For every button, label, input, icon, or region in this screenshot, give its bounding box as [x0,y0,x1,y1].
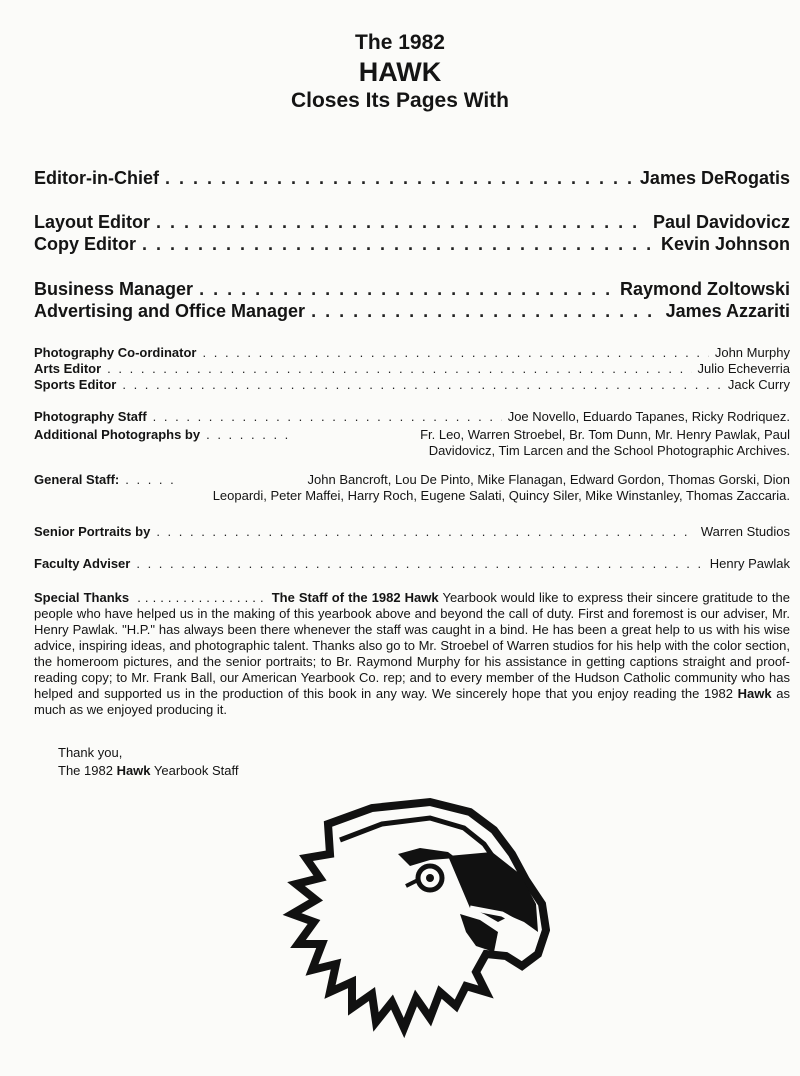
special-thanks-closing: as much as we enjoyed producing it. [34,686,790,717]
staff-role: Arts Editor [34,361,102,376]
leader-dots [142,234,655,255]
signoff-post: Yearbook Staff [153,763,239,778]
staff-row-editor-in-chief [34,168,790,189]
title-year: The 1982 [355,31,445,54]
staff-row-business-manager [34,279,790,300]
hawk-head-icon [280,796,550,1046]
leader-dots [107,361,691,376]
title-subtitle: Closes Its Pages With [290,89,510,112]
staff-name: Joe Novello, Eduardo Tapanes, Ricky Rodriquez. [507,409,790,424]
leader-dots [206,427,296,442]
staff-row-faculty-adviser [34,556,790,571]
signoff-line2 [58,762,239,780]
staff-role: Additional Photographs by [34,427,201,442]
staff-role: Sports Editor [34,377,117,392]
staff-name: John Bancroft, Lou De Pinto, Mike Flanagan, Edward Gordon, Thomas Gorski, Dion [307,472,790,487]
leader-dots [156,524,695,539]
staff-row-copy-editor [34,234,790,255]
special-thanks-lead: The Staff of the 1982 Hawk [271,590,439,605]
leader-dots [136,556,703,571]
special-thanks-text: Yearbook would like to express their sincere gratitude to the people who have helped us in the making of this yearbook above and beyond the call of duty. First and foremost is our adviser, Mr. Henry Pawlak. "H.P." has always been there whenever the staff was caught in a bind. He has been a great help to us with his wise advice, inspiring ideas, and photographic talent. Thanks also go to Mr. Stroebel of Warren studios for his help with the color section, the homeroom pictures, and the senior portraits; to Br. Raymond Murphy for his assistance in getting captions straight and proof-reading copy; to Mr. Frank Ball, our American Yearbook Co. rep; and to every member of the Hudson Catholic community who has helped and supported us in the production of this book in any way. We sincerely hope that you enjoy reading the 1982 [34,590,790,701]
leader-dots [153,409,502,424]
staff-role: Advertising and Office Manager [34,301,306,321]
staff-name: James DeRogatis [639,168,790,188]
staff-name: Henry Pawlak [709,556,790,571]
special-thanks-label: Special Thanks [34,590,130,605]
staff-name: Jack Curry [727,377,790,392]
staff-row-senior-portraits [34,524,790,539]
staff-name: Raymond Zoltowski [619,279,790,299]
staff-name: James Azzariti [665,301,790,321]
additional-photos-line2: Davidovicz, Tim Larcen and the School Photographic Archives. [428,443,790,458]
staff-name: Warren Studios [700,524,790,539]
signoff-line1: Thank you, [58,745,123,760]
staff-row-additional-photos [34,427,790,442]
staff-role: Layout Editor [34,212,150,232]
staff-role: Senior Portraits by [34,524,151,539]
staff-role: Editor-in-Chief [34,168,159,188]
staff-row-photography-coordinator [34,345,790,360]
leader-dots [156,212,647,233]
staff-name: Fr. Leo, Warren Stroebel, Br. Tom Dunn, Mr. Henry Pawlak, Paul [420,427,790,442]
leader-dots [122,377,722,392]
title-hawk: HAWK [358,57,442,87]
leader-dots [199,279,614,300]
staff-name: Julio Echeverria [697,361,790,376]
staff-role: Copy Editor [34,234,136,254]
staff-name: John Murphy [714,345,790,360]
staff-row-layout-editor [34,212,790,233]
staff-role: Faculty Adviser [34,556,131,571]
leader-dots: . . . . . . . . . . . . . . . . . [133,590,268,605]
staff-row-arts-editor [34,361,790,376]
staff-row-sports-editor [34,377,790,392]
leader-dots [125,472,175,487]
staff-role: Business Manager [34,279,194,299]
staff-row-photography-staff [34,409,790,424]
special-thanks-paragraph [34,590,790,718]
leader-dots [165,168,634,189]
staff-row-general-staff [34,472,790,487]
staff-name: Paul Davidovicz [652,212,790,232]
signoff [58,744,239,780]
staff-role: Photography Co-ordinator [34,345,197,360]
signoff-pre: The 1982 [58,763,113,778]
leader-dots [311,301,660,322]
staff-role: General Staff: [34,472,120,487]
staff-role: Photography Staff [34,409,147,424]
staff-name: Kevin Johnson [660,234,790,254]
signoff-hawk: Hawk [116,763,151,778]
title-block [0,30,800,114]
leader-dots [203,345,709,360]
staff-row-advertising-manager [34,301,790,322]
special-thanks-hawk: Hawk [737,686,772,701]
general-staff-line2: Leopardi, Peter Maffei, Harry Roch, Eugene Salati, Quincy Siler, Mike Winstanley, Thomas Zaccaria. [212,488,790,503]
